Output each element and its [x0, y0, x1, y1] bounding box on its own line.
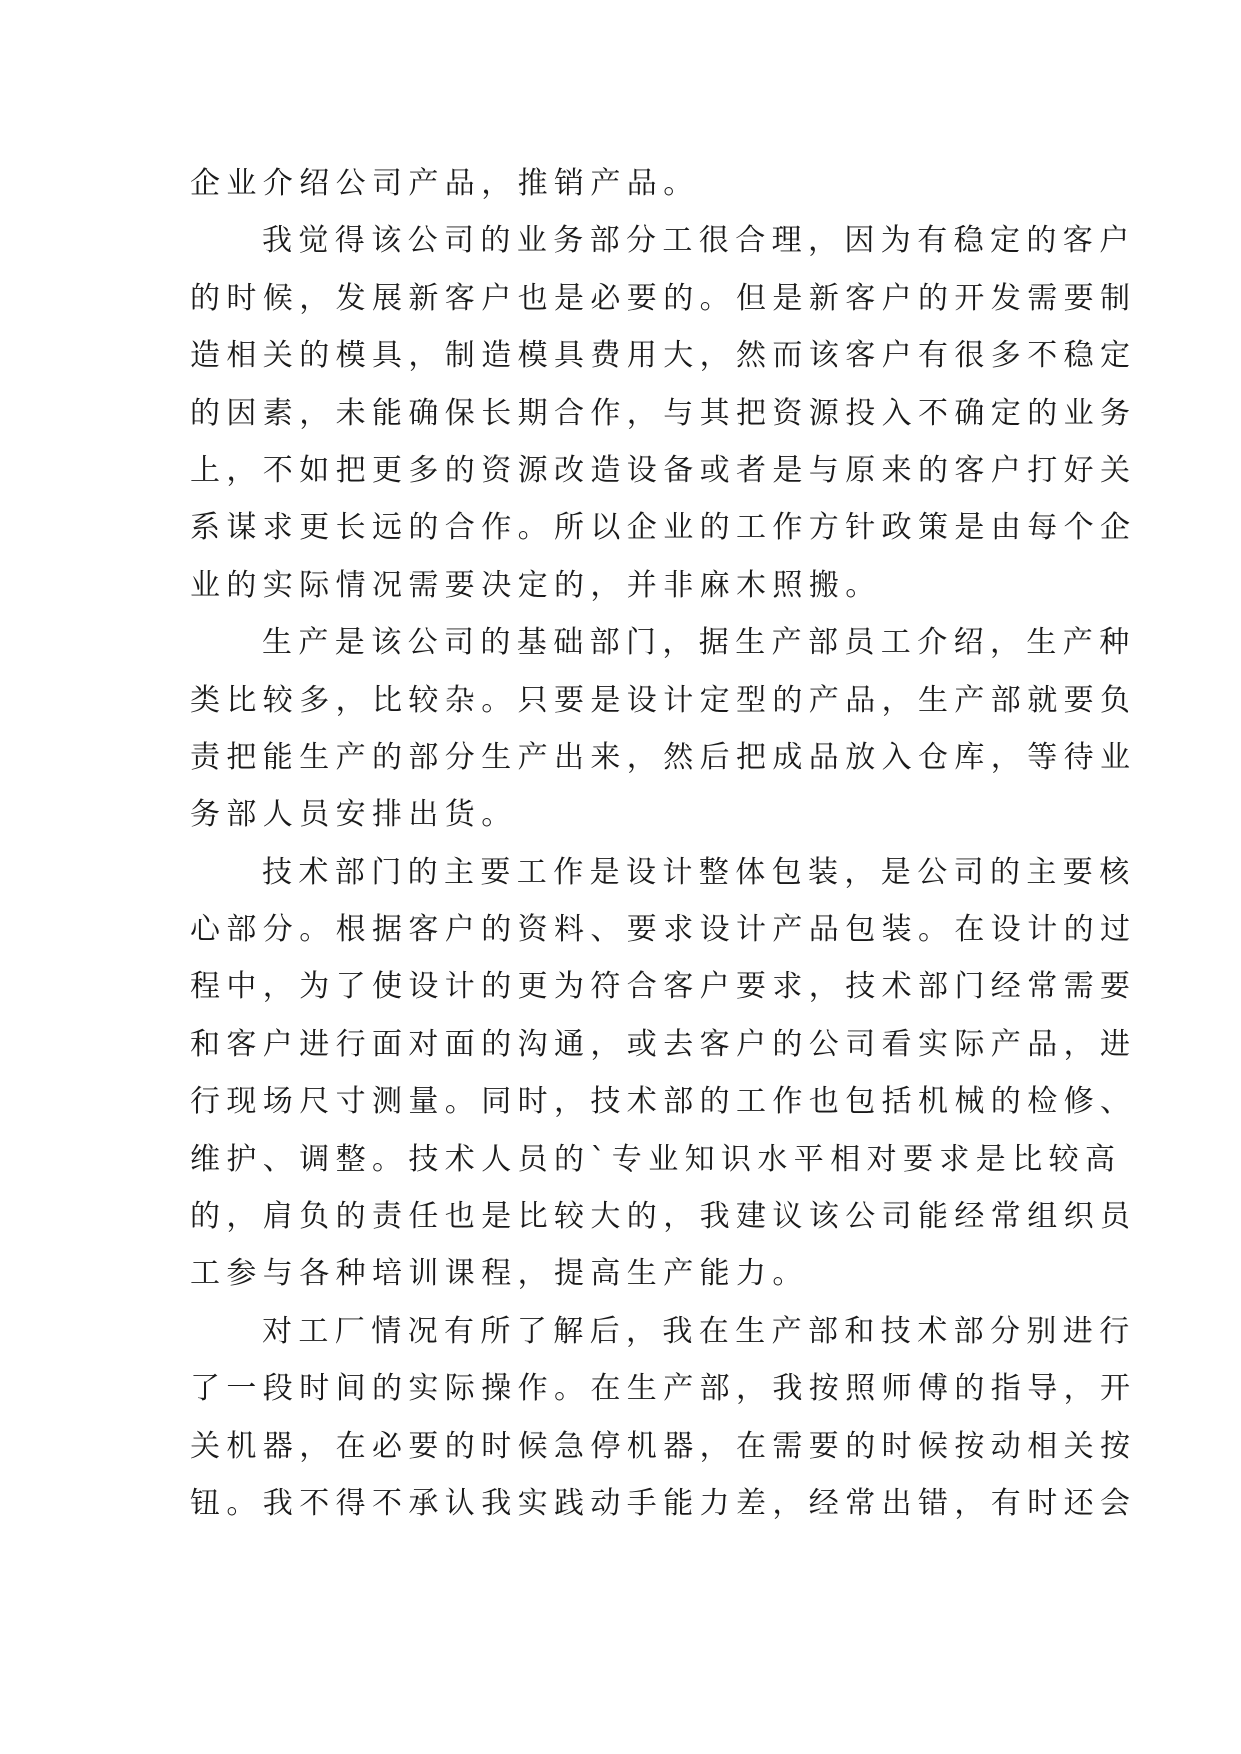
text-line: 技术部门的主要工作是设计整体包装，是公司的主要核: [262, 854, 1136, 890]
text-line: 关机器，在必要的时候急停机器，在需要的时候按动相关按: [190, 1428, 1137, 1464]
text-line: 工参与各种培训课程，提高生产能力。: [190, 1256, 809, 1292]
text-line: 业的实际情况需要决定的，并非麻木照搬。: [190, 567, 882, 603]
text-line: 的时候，发展新客户也是必要的。但是新客户的开发需要制: [190, 280, 1137, 316]
text-line: 类比较多，比较杂。只要是设计定型的产品，生产部就要负: [190, 682, 1137, 718]
text-line: 的，肩负的责任也是比较大的，我建议该公司能经常组织员: [190, 1199, 1137, 1235]
text-line: 造相关的模具，制造模具费用大，然而该客户有很多不稳定: [190, 338, 1137, 374]
text-line: 我觉得该公司的业务部分工很合理，因为有稳定的客户: [262, 223, 1136, 259]
text-line: 系谋求更长远的合作。所以企业的工作方针政策是由每个企: [190, 510, 1137, 546]
text-line: 心部分。根据客户的资料、要求设计产品包装。在设计的过: [190, 912, 1137, 948]
text-line: 上，不如把更多的资源改造设备或者是与原来的客户打好关: [190, 452, 1137, 488]
text-line: 行现场尺寸测量。同时，技术部的工作也包括机械的检修、: [190, 1084, 1137, 1120]
text-line: 务部人员安排出货。: [190, 797, 518, 833]
text-line: 了一段时间的实际操作。在生产部，我按照师傅的指导，开: [190, 1371, 1137, 1407]
text-line: 生产是该公司的基础部门，据生产部员工介绍，生产种: [262, 625, 1136, 661]
text-line: 责把能生产的部分生产出来，然后把成品放入仓库，等待业: [190, 739, 1137, 775]
text-line: 对工厂情况有所了解后，我在生产部和技术部分别进行: [262, 1313, 1136, 1349]
text-line: 的因素，未能确保长期合作，与其把资源投入不确定的业务: [190, 395, 1137, 431]
text-line: 企业介绍公司产品，推销产品。: [190, 166, 700, 201]
text-line: 钮。我不得不承认我实践动手能力差，经常出错，有时还会: [190, 1485, 1137, 1521]
text-line: 和客户进行面对面的沟通，或去客户的公司看实际产品，进: [190, 1026, 1137, 1062]
text-line: 维护、调整。技术人员的`专业知识水平相对要求是比较高: [190, 1141, 1122, 1177]
text-line: 程中，为了使设计的更为符合客户要求，技术部门经常需要: [190, 969, 1137, 1005]
body-text: [190, 155, 1137, 1532]
